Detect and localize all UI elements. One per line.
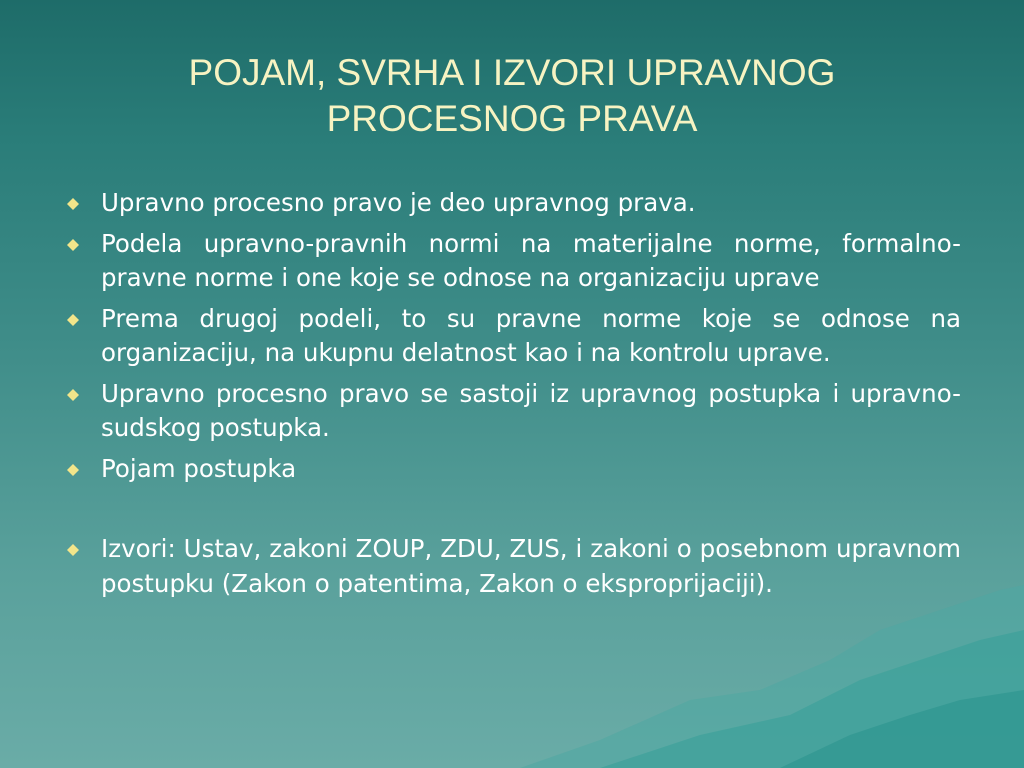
bullet-text: Podela upravno-pravnih normi na materijalne norme, formalno-pravne norme i one koje se odnose na organizaciju uprave bbox=[101, 228, 961, 292]
bullet-item bbox=[63, 227, 961, 296]
title-line-2: PROCESNOG PRAVA bbox=[326, 98, 698, 139]
diamond-icon bbox=[67, 389, 79, 401]
slide-title bbox=[0, 50, 1024, 142]
bullet-text: Pojam postupka bbox=[101, 453, 297, 483]
bullet-text: Upravno procesno pravo je deo upravnog prava. bbox=[101, 188, 696, 217]
diamond-icon bbox=[67, 314, 79, 326]
diamond-icon bbox=[67, 464, 79, 476]
bullet-item bbox=[63, 377, 961, 446]
bullet-text: Prema drugoj podeli, to su pravne norme koje se odnose na organizaciju, na ukupnu delatnost kao i na kontrolu uprave. bbox=[101, 303, 961, 367]
bullet-item bbox=[63, 452, 961, 487]
diamond-icon bbox=[67, 544, 79, 556]
bullet-item bbox=[63, 532, 961, 601]
diamond-icon bbox=[67, 198, 79, 210]
bullet-item bbox=[63, 302, 961, 371]
diamond-icon bbox=[67, 239, 79, 251]
bullet-list bbox=[63, 186, 961, 607]
title-line-1: POJAM, SVRHA I IZVORI UPRAVNOG bbox=[188, 52, 836, 93]
bullet-text: Upravno procesno pravo se sastoji iz upravnog postupka i upravno-sudskog postupka. bbox=[101, 378, 961, 442]
bullet-text: Izvori: Ustav, zakoni ZOUP, ZDU, ZUS, i zakoni o posebnom upravnom postupku (Zakon o patentima, Zakon o eksproprijaciji). bbox=[101, 534, 961, 598]
bullet-item bbox=[63, 186, 961, 221]
